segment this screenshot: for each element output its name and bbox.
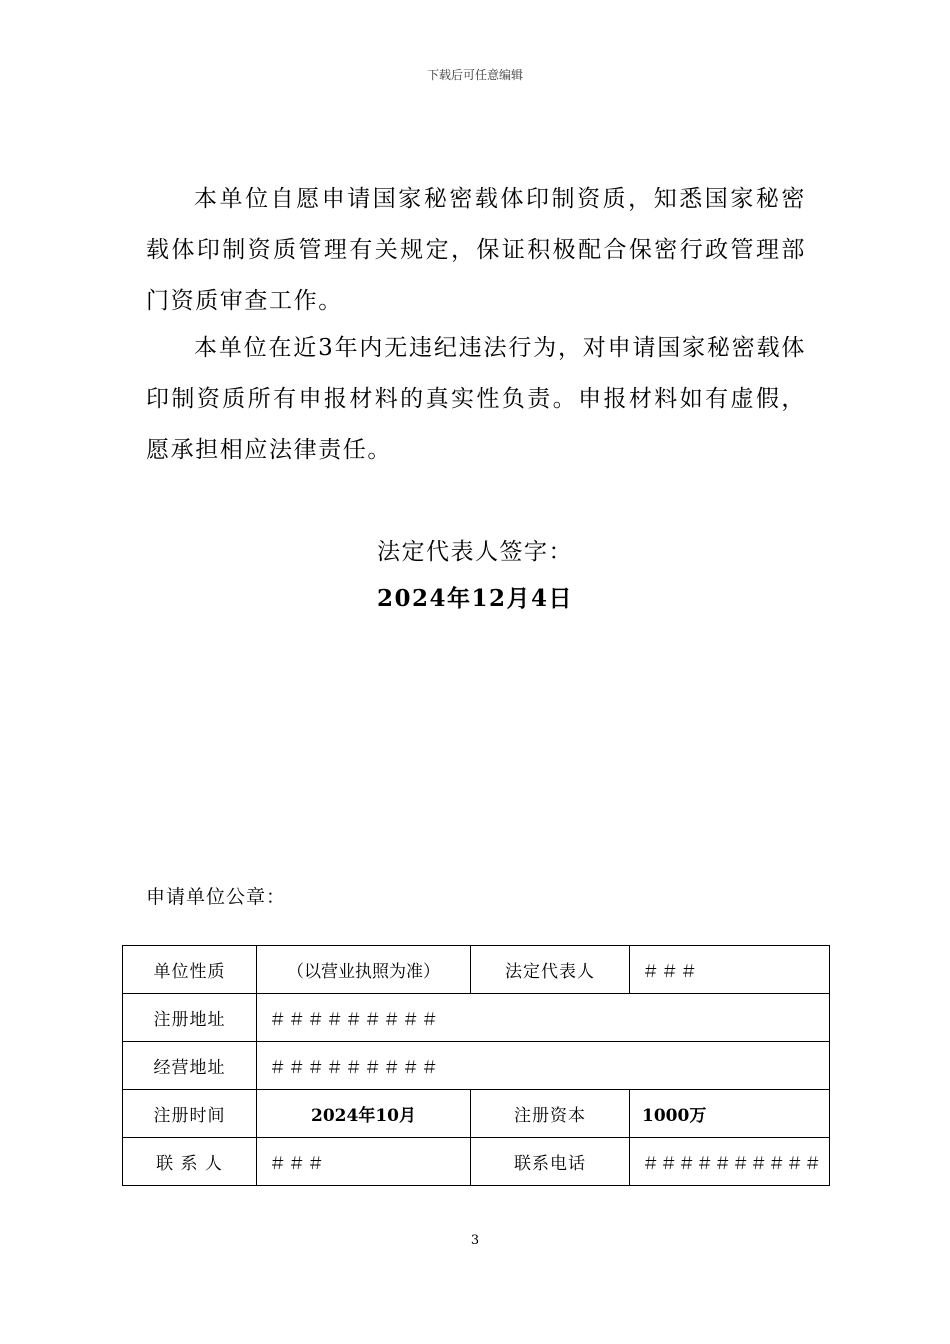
business-address-label: 经营地址 <box>123 1042 257 1090</box>
contact-phone-label: 联系电话 <box>471 1138 630 1186</box>
unit-nature-value: （以营业执照为准） <box>257 946 471 994</box>
declaration-paragraph-2: 本单位在近3年内无违纪违法行为，对申请国家秘密载体印制资质所有申报材料的真实性负责。申报材料如有虚假，愿承担相应法律责任。 <box>146 335 806 463</box>
declaration-paragraph-1: 本单位自愿申请国家秘密载体印制资质，知悉国家秘密载体印制资质管理有关规定，保证积极配合保密行政管理部门资质审查工作。 <box>146 186 806 314</box>
registered-address-label: 注册地址 <box>123 994 257 1042</box>
registration-time-label: 注册时间 <box>123 1090 257 1138</box>
signature-label: 法定代表人签字： <box>377 539 573 565</box>
table-row <box>123 1042 830 1090</box>
signature-date: 2024年12月4日 <box>376 585 574 612</box>
unit-info-table <box>122 945 830 1186</box>
business-address-value: ＃＃＃＃＃＃＃＃＃ <box>257 1042 830 1090</box>
contact-phone-value: ＃＃＃＃＃＃＃＃＃＃ <box>630 1138 830 1186</box>
legal-rep-label: 法定代表人 <box>471 946 630 994</box>
legal-rep-value: ＃＃＃ <box>630 946 830 994</box>
table-row <box>123 1090 830 1138</box>
registered-address-value: ＃＃＃＃＃＃＃＃＃ <box>257 994 830 1042</box>
page-header: 下载后可任意编辑 <box>426 68 523 82</box>
contact-person-label: 联 系 人 <box>123 1138 257 1186</box>
seal-label: 申请单位公章： <box>146 886 287 908</box>
registration-time-value: 2024年10月 <box>257 1090 471 1138</box>
table-row <box>123 994 830 1042</box>
table-row <box>123 1138 830 1186</box>
unit-nature-label: 单位性质 <box>123 946 257 994</box>
table-row <box>123 946 830 994</box>
registered-capital-value: 1000万 <box>630 1090 830 1138</box>
contact-person-value: ＃＃＃ <box>257 1138 471 1186</box>
registered-capital-label: 注册资本 <box>471 1090 630 1138</box>
page-number: 3 <box>470 1233 480 1248</box>
